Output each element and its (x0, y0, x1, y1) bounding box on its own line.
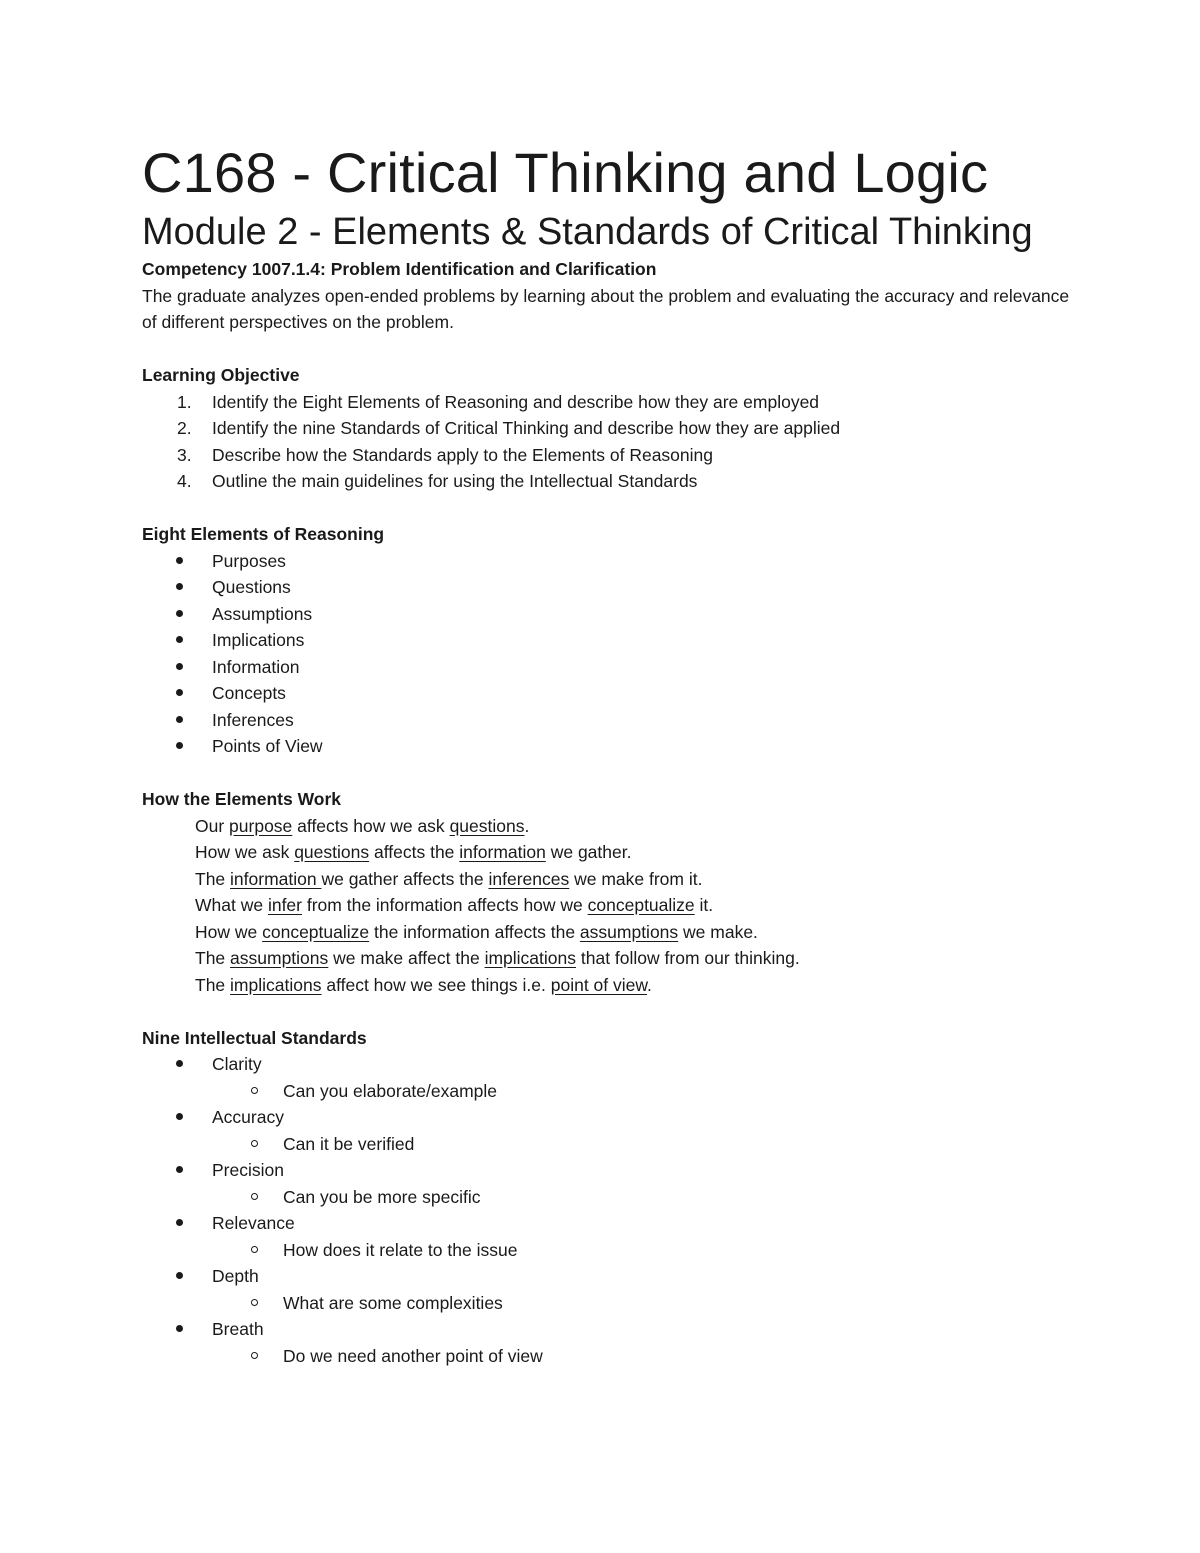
element-item (212, 548, 1072, 575)
spacer (142, 760, 1072, 787)
standard-question (283, 1078, 1072, 1105)
hollow-bullet-icon (251, 1193, 258, 1200)
element-text: Implications (212, 630, 305, 650)
objective-text: Describe how the Standards apply to the Elements of Reasoning (212, 444, 713, 465)
competency-text: The graduate analyzes open-ended problems by learning about the problem and evaluating the accuracy and relevance of different perspectives on the problem. (142, 285, 1070, 332)
hollow-bullet-icon (251, 1352, 258, 1359)
standard-sub-list (212, 1290, 1072, 1317)
bullet-icon (176, 1113, 183, 1120)
works-text: from the information affects how we (302, 895, 588, 915)
works-text: Our (195, 815, 230, 836)
how-elements-work-lines (142, 813, 1072, 999)
standard-label: Accuracy (212, 1107, 284, 1127)
bullet-icon (176, 557, 183, 564)
works-text: the information affects the (369, 921, 580, 942)
works-line (195, 892, 1072, 919)
bullet-icon (176, 1325, 183, 1332)
standard-item (212, 1104, 1072, 1157)
works-underlined-term: information (230, 868, 322, 889)
bullet-icon (176, 1166, 183, 1173)
standard-question-text: Can you elaborate/example (283, 1080, 498, 1101)
works-text: How we (195, 921, 263, 942)
elements-list (142, 548, 1072, 760)
works-text: that follow from our thinking. (576, 948, 800, 968)
standard-question (283, 1184, 1072, 1211)
elements-heading: Eight Elements of Reasoning (142, 524, 385, 544)
standard-question-text: How does it relate to the issue (283, 1239, 518, 1260)
bullet-icon (176, 1219, 183, 1226)
works-underlined-term: infer (267, 895, 302, 915)
element-text: Concepts (212, 683, 286, 703)
hollow-bullet-icon (251, 1299, 258, 1306)
standard-sub-list (212, 1184, 1072, 1211)
works-text: affects how we ask (292, 815, 450, 836)
bullet-icon (176, 1060, 183, 1067)
bullet-icon (176, 636, 183, 643)
works-line (195, 945, 1072, 972)
works-underlined-term: information (459, 842, 546, 862)
objective-number: 3. (177, 444, 192, 465)
standard-question-text: What are some complexities (283, 1292, 503, 1313)
spacer (142, 998, 1072, 1025)
works-text: affect how we see things i.e. (321, 974, 551, 995)
works-text: . (524, 815, 530, 836)
element-text: Purposes (212, 550, 286, 571)
works-line (195, 972, 1072, 999)
standard-question (283, 1237, 1072, 1264)
works-underlined-term: assumptions (230, 948, 329, 968)
bullet-icon (176, 610, 183, 617)
standards-list (142, 1051, 1072, 1369)
works-underlined-term: implications (484, 948, 577, 968)
works-underlined-term: conceptualize (587, 895, 695, 915)
standard-label: Breath (212, 1319, 264, 1339)
works-line (195, 813, 1072, 840)
works-text: How we ask (195, 842, 295, 862)
competency-heading: Competency 1007.1.4: Problem Identification and Clarification (142, 259, 657, 279)
element-item (212, 654, 1072, 681)
spacer (142, 336, 1072, 363)
standards-heading: Nine Intellectual Standards (142, 1027, 367, 1048)
element-text: Questions (212, 577, 291, 597)
works-line (195, 839, 1072, 866)
element-item (212, 680, 1072, 707)
objective-item (177, 389, 1072, 416)
standard-label: Depth (212, 1266, 259, 1286)
element-item (212, 733, 1072, 760)
objective-number: 1. (177, 391, 192, 412)
document-page (142, 138, 1072, 1369)
element-text: Points of View (212, 736, 323, 756)
spacer (142, 495, 1072, 522)
standard-item (212, 1316, 1072, 1369)
hollow-bullet-icon (251, 1140, 258, 1147)
works-text: The (195, 974, 231, 995)
standard-item (212, 1210, 1072, 1263)
standard-sub-list (212, 1237, 1072, 1264)
standard-label: Clarity (212, 1054, 262, 1074)
objective-text: Identify the nine Standards of Critical Thinking and describe how they are applied (212, 418, 841, 438)
bullet-icon (176, 689, 183, 696)
bullet-icon (176, 716, 183, 723)
standard-sub-list (212, 1131, 1072, 1158)
standard-question (283, 1131, 1072, 1158)
works-underlined-term: point of view (550, 974, 648, 995)
works-text: it. (694, 895, 714, 915)
document-title: C168 - Critical Thinking and Logic (142, 141, 989, 204)
standard-item (212, 1263, 1072, 1316)
element-text: Assumptions (212, 603, 313, 624)
objective-text: Identify the Eight Elements of Reasoning and describe how they are employed (212, 391, 820, 412)
hollow-bullet-icon (251, 1246, 258, 1253)
works-text: The (195, 868, 231, 889)
works-text: What we (195, 895, 268, 915)
standard-label: Relevance (212, 1213, 295, 1233)
standard-item (212, 1157, 1072, 1210)
works-underlined-term: conceptualize (262, 921, 370, 942)
bullet-icon (176, 583, 183, 590)
element-text: Information (212, 656, 300, 677)
standard-question-text: Can you be more specific (283, 1186, 481, 1207)
module-subtitle: Module 2 - Elements & Standards of Critical Thinking (142, 211, 1033, 253)
works-text: we make. (678, 921, 758, 942)
learning-objective-heading: Learning Objective (142, 365, 300, 385)
works-underlined-term: assumptions (579, 921, 679, 942)
element-text: Inferences (212, 709, 294, 730)
objective-item (177, 468, 1072, 495)
works-underlined-term: purpose (229, 815, 293, 836)
works-line (195, 919, 1072, 946)
objective-number: 4. (177, 471, 192, 491)
bullet-icon (176, 663, 183, 670)
bullet-icon (176, 1272, 183, 1279)
learning-objective-list (142, 389, 1072, 495)
standard-question (283, 1343, 1072, 1370)
works-text: . (647, 974, 652, 995)
works-line (195, 866, 1072, 893)
works-text: we gather affects the (321, 868, 489, 889)
works-text: we make from it. (569, 868, 703, 889)
works-text: we make affect the (328, 948, 485, 968)
element-item (212, 574, 1072, 601)
standard-question-text: Do we need another point of view (283, 1345, 543, 1366)
works-text: affects the (369, 842, 460, 862)
objective-item (177, 415, 1072, 442)
works-underlined-term: inferences (488, 868, 570, 889)
objective-number: 2. (177, 418, 192, 438)
element-item (212, 627, 1072, 654)
standard-sub-list (212, 1078, 1072, 1105)
element-item (212, 601, 1072, 628)
how-elements-work-heading: How the Elements Work (142, 789, 342, 809)
objective-item (177, 442, 1072, 469)
standard-item (212, 1051, 1072, 1104)
element-item (212, 707, 1072, 734)
bullet-icon (176, 742, 183, 749)
standard-sub-list (212, 1343, 1072, 1370)
works-underlined-term: questions (294, 842, 370, 862)
hollow-bullet-icon (251, 1087, 258, 1094)
objective-text: Outline the main guidelines for using the Intellectual Standards (212, 471, 698, 491)
standard-label: Precision (212, 1160, 284, 1180)
standard-question (283, 1290, 1072, 1317)
works-underlined-term: questions (449, 815, 525, 836)
standard-question-text: Can it be verified (283, 1133, 415, 1154)
works-text: we gather. (545, 842, 632, 862)
works-underlined-term: implications (230, 974, 322, 995)
works-text: The (195, 948, 231, 968)
